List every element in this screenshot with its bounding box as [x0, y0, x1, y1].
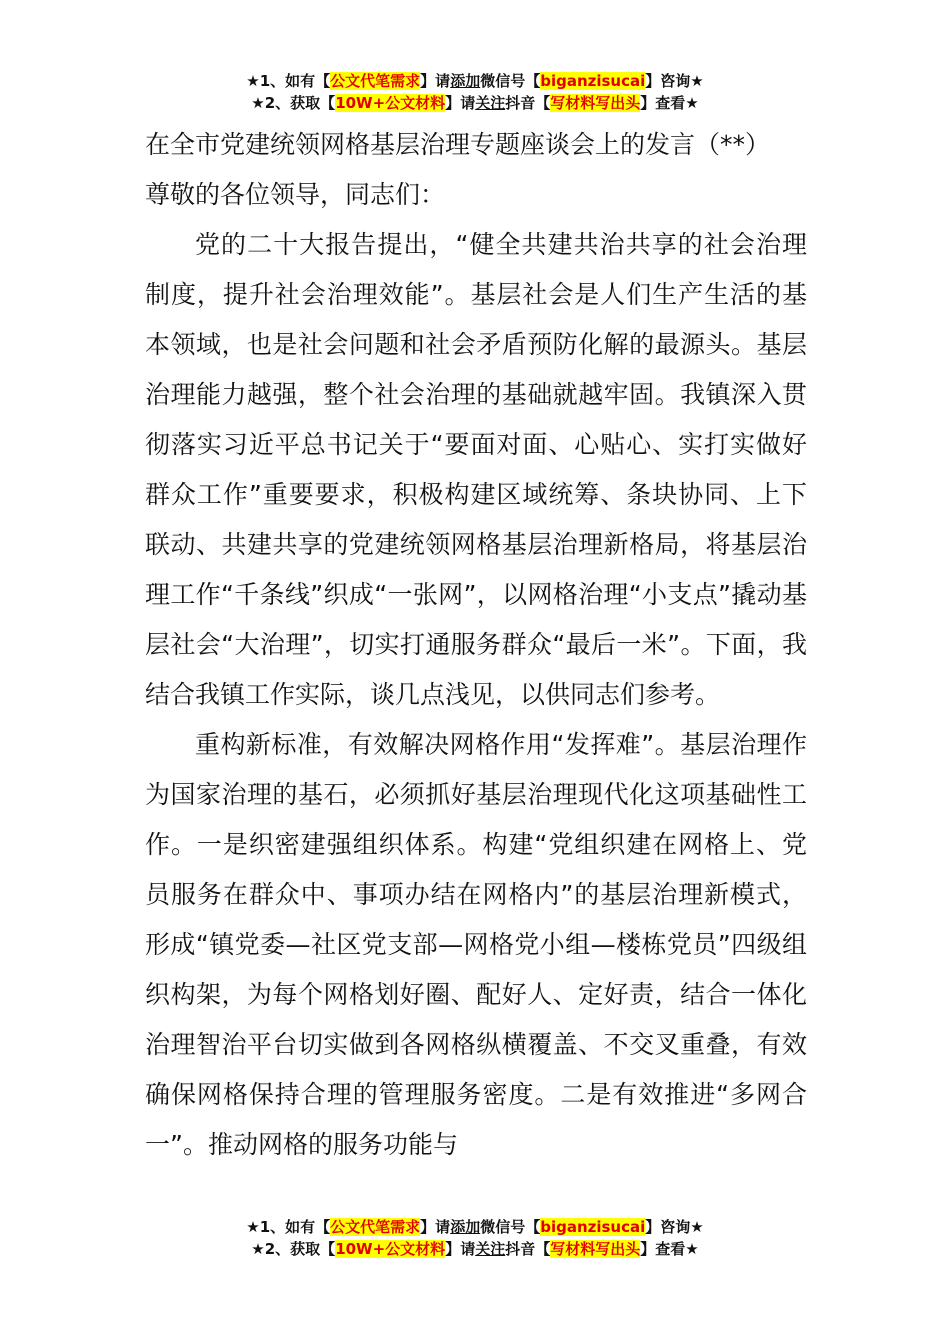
- banner-underline: 关注: [475, 94, 506, 112]
- banner-highlight: biganzisucai: [540, 72, 646, 90]
- footer-banner: [0, 1216, 950, 1260]
- banner-highlight: 10W+公文材料: [335, 1240, 446, 1258]
- paragraph: 重构新标准，有效解决网格作用“发挥难”。基层治理作为国家治理的基石，必须抓好基层治理现代化这项基础性工作。一是织密建强组织体系。构建“党组织建在网格上、党员服务在群众中、事项办结在网格内”的基层治理新模式，形成“镇党委—社区党支部—网格党小组—楼栋党员”四级组织构架，为每个网格划好圈、配好人、定好责，结合一体化治理智治平台切实做到各网格纵横覆盖、不交叉重叠，有效确保网格保持合理的管理服务密度。二是有效推进“多网合一”。推动网格的服务功能与: [145, 730, 807, 1159]
- banner-text: 】咨询★: [645, 1218, 704, 1236]
- banner-text: 】请: [445, 94, 476, 112]
- banner-text: 】查看★: [640, 94, 699, 112]
- banner-highlight: 写材料写出头: [550, 1240, 641, 1258]
- banner-text: 】请: [445, 1240, 476, 1258]
- banner-line-1: [0, 1216, 950, 1238]
- banner-text: 】请: [420, 72, 451, 90]
- banner-text: 抖音【: [505, 94, 551, 112]
- banner-highlight: 公文代笔需求: [330, 1218, 421, 1236]
- paragraph: 党的二十大报告提出，“健全共建共治共享的社会治理制度，提升社会治理效能”。基层社会是人们生产生活的基本领域，也是社会问题和社会矛盾预防化解的最源头。基层治理能力越强，整个社会治理的基础就越牢固。我镇深入贯彻落实习近平总书记关于“要面对面、心贴心、实打实做好群众工作”重要要求，积极构建区域统筹、条块协同、上下联动、共建共享的党建统领网格基层治理新格局，将基层治理工作“千条线”织成“一张网”，以网格治理“小支点”撬动基层社会“大治理”，切实打通服务群众“最后一米”。下面，我结合我镇工作实际，谈几点浅见，以供同志们参考。: [145, 230, 807, 709]
- banner-highlight: biganzisucai: [540, 1218, 646, 1236]
- document-body: [145, 120, 807, 1170]
- banner-underline: 关注: [475, 1240, 506, 1258]
- banner-text: 】请: [420, 1218, 451, 1236]
- banner-underline: 添加: [450, 1218, 481, 1236]
- banner-underline: 添加: [450, 72, 481, 90]
- salutation: 尊敬的各位领导，同志们：: [145, 180, 446, 209]
- banner-text: 微信号【: [480, 1218, 541, 1236]
- banner-text: ★2、获取【: [251, 94, 336, 112]
- banner-text: 】查看★: [640, 1240, 699, 1258]
- document-title: 在全市党建统领网格基层治理专题座谈会上的发言（**）: [145, 130, 771, 159]
- banner-text: 抖音【: [505, 1240, 551, 1258]
- banner-text: ★1、如有【: [246, 72, 331, 90]
- banner-text: ★1、如有【: [246, 1218, 331, 1236]
- banner-text: 微信号【: [480, 72, 541, 90]
- banner-line-1: [0, 70, 950, 92]
- header-banner: [0, 70, 950, 114]
- banner-highlight: 公文代笔需求: [330, 72, 421, 90]
- banner-line-2: [0, 1238, 950, 1260]
- banner-highlight: 10W+公文材料: [335, 94, 446, 112]
- banner-text: 】咨询★: [645, 72, 704, 90]
- banner-highlight: 写材料写出头: [550, 94, 641, 112]
- banner-text: ★2、获取【: [251, 1240, 336, 1258]
- banner-line-2: [0, 92, 950, 114]
